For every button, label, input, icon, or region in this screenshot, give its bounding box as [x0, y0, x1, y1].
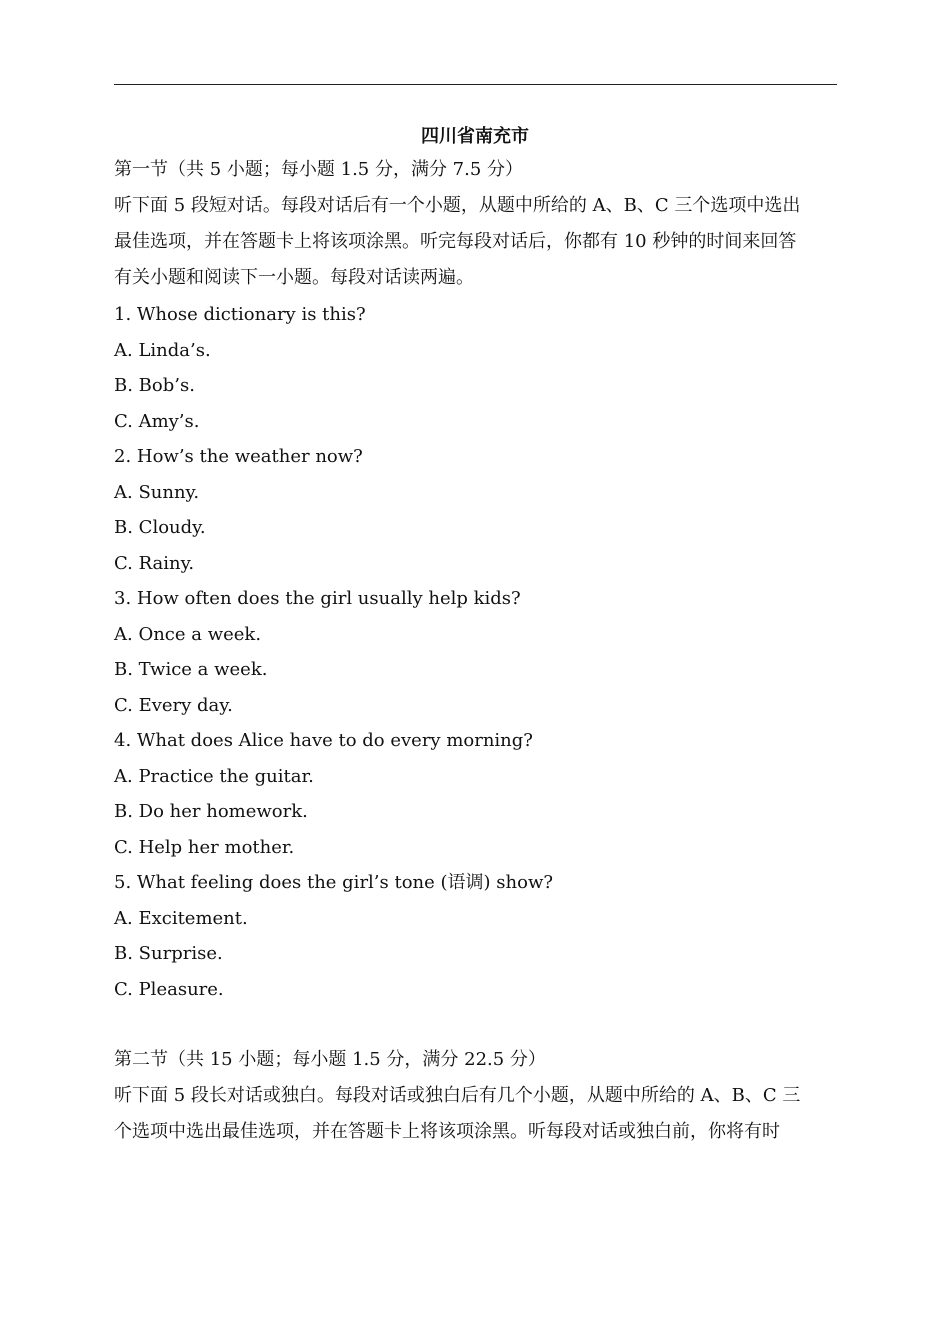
answer-option: B. Do her homework. [114, 801, 308, 822]
answer-option: C. Pleasure. [114, 979, 224, 1000]
section2-heading: 第二节（共 15 小题；每小题 1.5 分，满分 22.5 分） [114, 1049, 546, 1070]
answer-option: B. Twice a week. [114, 659, 268, 680]
answer-option: A. Excitement. [114, 908, 248, 929]
answer-option: B. Surprise. [114, 943, 223, 964]
question-text: 4. What does Alice have to do every morning? [114, 730, 533, 751]
question-text: 5. What feeling does the girl’s tone (语调) show? [114, 872, 554, 893]
answer-option: C. Amy’s. [114, 411, 200, 432]
answer-option: A. Once a week. [114, 624, 262, 645]
question-text: 1. Whose dictionary is this? [114, 304, 366, 325]
answer-option: A. Practice the guitar. [114, 766, 314, 787]
question-text: 2. How’s the weather now? [114, 446, 363, 467]
answer-option: C. Rainy. [114, 553, 195, 574]
section2-instruction-line: 个选项中选出最佳选项，并在答题卡上将该项涂黑。听每段对话或独白前，你将有时 [114, 1121, 780, 1142]
section1-instruction-line: 听下面 5 段短对话。每段对话后有一个小题，从题中所给的 A、B、C 三个选项中选出 [114, 195, 801, 216]
section1-instruction-line: 有关小题和阅读下一小题。每段对话读两遍。 [114, 267, 474, 288]
answer-option: B. Bob’s. [114, 375, 195, 396]
answer-option: A. Linda’s. [114, 340, 211, 361]
section2-instruction-line: 听下面 5 段长对话或独白。每段对话或独白后有几个小题，从题中所给的 A、B、C 三 [114, 1085, 801, 1106]
answer-option: C. Help her mother. [114, 837, 295, 858]
answer-option: A. Sunny. [114, 482, 200, 503]
section1-heading: 第一节（共 5 小题；每小题 1.5 分，满分 7.5 分） [114, 159, 524, 180]
question-text: 3. How often does the girl usually help kids? [114, 588, 521, 609]
page-title: 四川省南充市 [421, 126, 529, 147]
section1-instruction-line: 最佳选项，并在答题卡上将该项涂黑。听完每段对话后，你都有 10 秒钟的时间来回答 [114, 231, 797, 252]
header-rule [114, 84, 837, 85]
answer-option: C. Every day. [114, 695, 233, 716]
answer-option: B. Cloudy. [114, 517, 206, 538]
